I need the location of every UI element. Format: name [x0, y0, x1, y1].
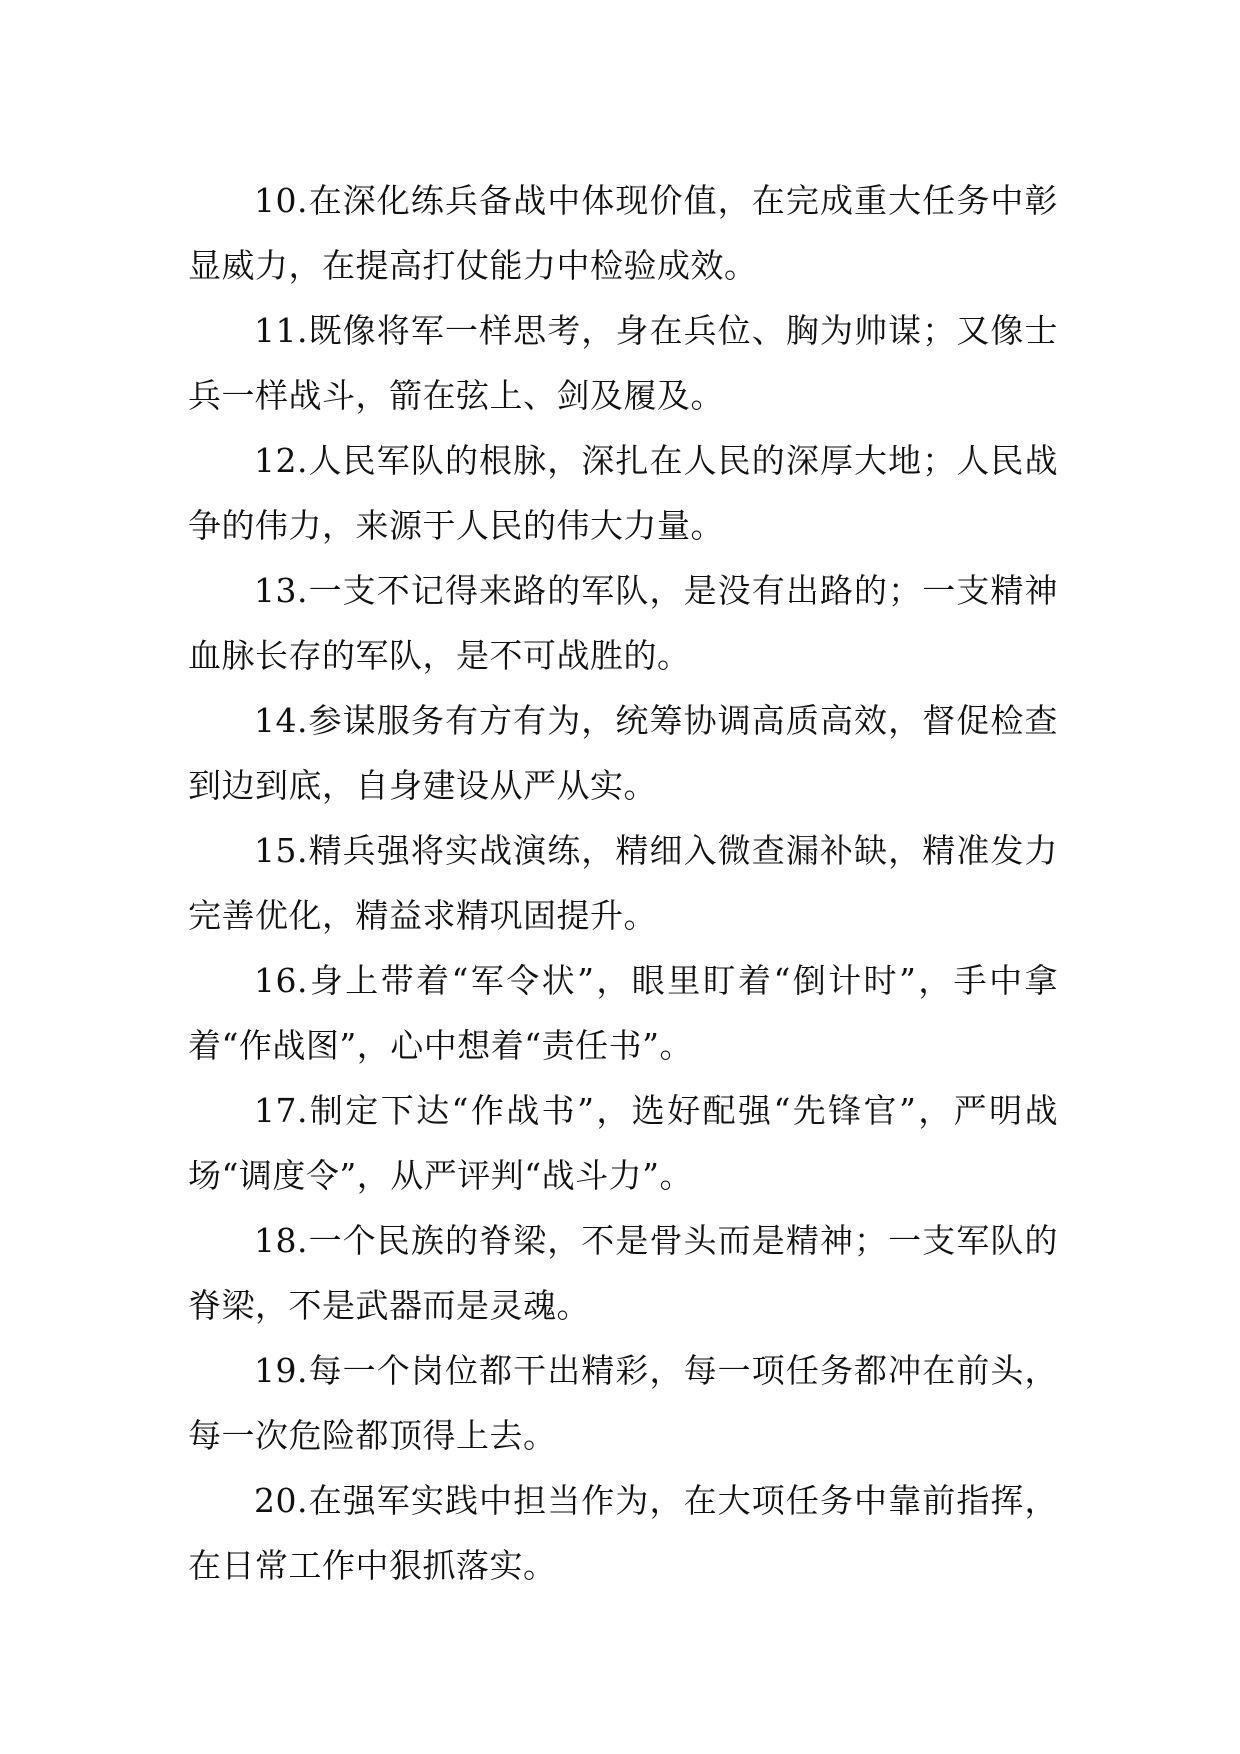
paragraph-17: 17.制定下达“作战书”，选好配强“先锋官”，严明战场“调度令”，从严评判“战斗力”。 [188, 1091, 1058, 1195]
paragraph-13: 13.一支不记得来路的军队，是没有出路的；一支精神血脉长存的军队，是不可战胜的。 [188, 571, 1058, 675]
paragraph-20: 20.在强军实践中担当作为，在大项任务中靠前指挥，在日常工作中狠抓落实。 [188, 1481, 1058, 1585]
paragraph-15: 15.精兵强将实战演练，精细入微查漏补缺，精准发力完善优化，精益求精巩固提升。 [188, 831, 1058, 935]
paragraph-14: 14.参谋服务有方有为，统筹协调高质高效，督促检查到边到底，自身建设从严从实。 [188, 701, 1058, 805]
paragraph-16: 16.身上带着“军令状”，眼里盯着“倒计时”，手中拿着“作战图”，心中想着“责任书”。 [188, 961, 1058, 1065]
paragraph-19: 19.每一个岗位都干出精彩，每一项任务都冲在前头，每一次危险都顶得上去。 [188, 1351, 1058, 1455]
paragraph-18: 18.一个民族的脊梁，不是骨头而是精神；一支军队的脊梁，不是武器而是灵魂。 [188, 1221, 1058, 1325]
document-body [188, 168, 1058, 1598]
paragraph-11: 11.既像将军一样思考，身在兵位、胸为帅谋；又像士兵一样战斗，箭在弦上、剑及履及。 [188, 311, 1058, 415]
paragraph-10: 10.在深化练兵备战中体现价值，在完成重大任务中彰显威力，在提高打仗能力中检验成效。 [188, 181, 1058, 285]
paragraph-12: 12.人民军队的根脉，深扎在人民的深厚大地；人民战争的伟力，来源于人民的伟大力量。 [188, 441, 1058, 545]
